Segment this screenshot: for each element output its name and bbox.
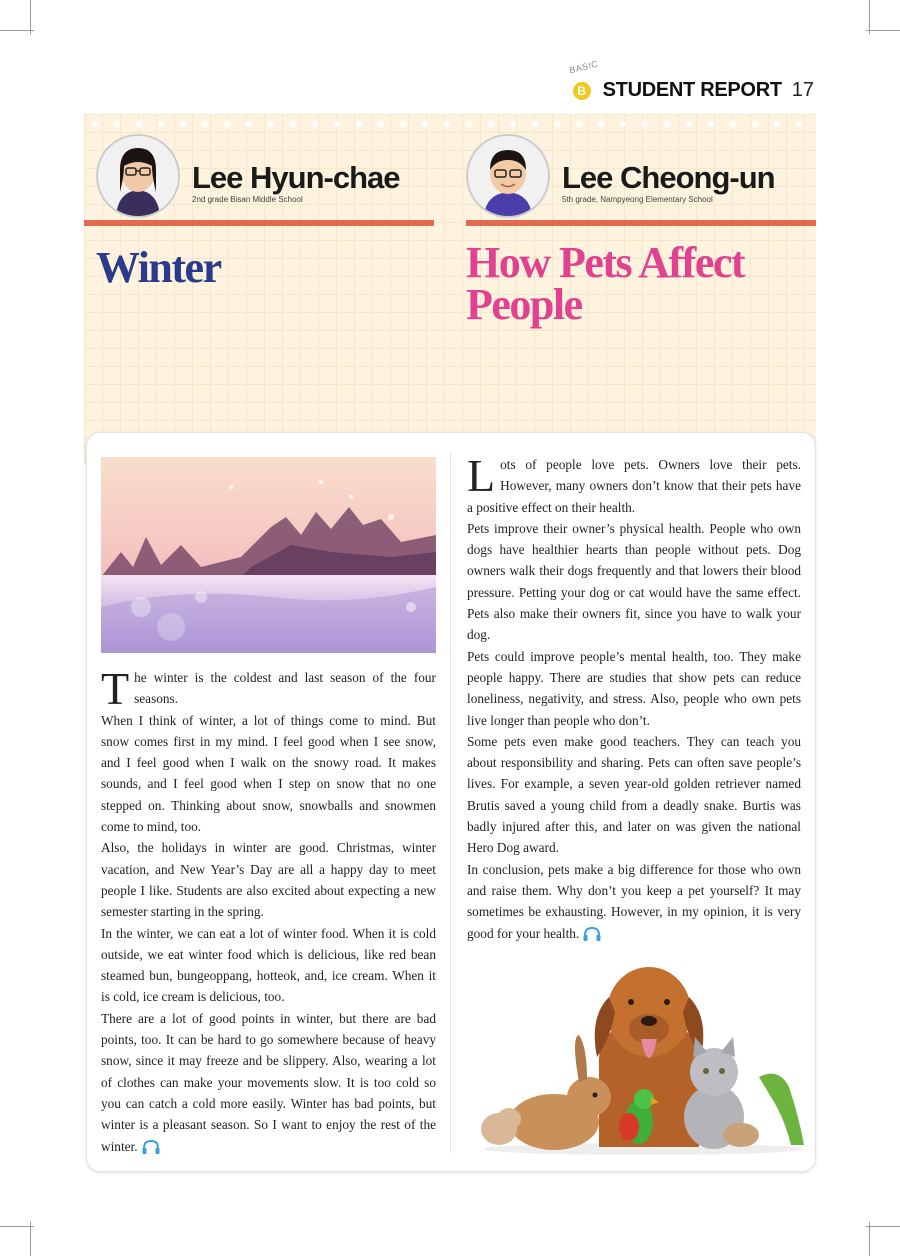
paragraph <box>467 450 801 518</box>
headphone-icon <box>142 1140 160 1154</box>
basic-badge-icon <box>567 58 599 102</box>
paragraph: Some pets even make good teachers. They can teach you about responsibility and sharing. Pets can often save people’s lives. For example, a seven year-old golden retriever named Brutis saved a young child from a deadly snake. Burtis was badly injured after this, and later on was given the national Hero Dog award. <box>467 733 801 856</box>
avatar <box>466 134 550 218</box>
paragraph <box>467 859 801 944</box>
boy-portrait-icon <box>468 136 548 216</box>
paragraph-text: In conclusion, pets make a big difference for those who own and raise them. Why don’t you keep a pet yourself? It may sometimes be exhausting. However, in my opinion, it is very good for your health. <box>467 861 801 941</box>
winter-landscape-photo <box>101 457 436 653</box>
paragraph: Pets improve their owner’s physical health. People who own dogs have healthier hearts than people without pets. Dog owners walk their dogs frequently and that lowers their blood pressure. Petting your dog or cat would have the same effect. Pets also make their owners fit, since you have to walk your dog. <box>467 520 801 643</box>
paragraph: Also, the holidays in winter are good. Christmas, winter vacation, and New Year’s Day are all a happy day to meet people I like. Students are also excited about expecting a new semester starting in the spring. <box>101 840 436 920</box>
page-number: 17 <box>791 79 814 101</box>
crop-mark <box>866 30 900 31</box>
author-name: Lee Hyun-chae <box>192 159 400 195</box>
author-block-right <box>466 134 775 218</box>
author-name: Lee Cheong-un <box>562 159 775 195</box>
article-body-pets <box>467 450 801 944</box>
crop-mark <box>869 0 870 34</box>
article-body-winter <box>101 663 436 1157</box>
crop-mark <box>0 1226 34 1227</box>
crop-mark <box>0 30 34 31</box>
content-card <box>86 432 816 1172</box>
first-paragraph-text: ots of people love pets. Owners love their pets. However, many owners don’t know that their pets have a positive effect on their health. <box>467 457 801 515</box>
paragraph <box>101 663 436 714</box>
page-header <box>567 58 814 102</box>
pets-group-photo <box>479 957 809 1157</box>
author-block-left <box>96 134 400 218</box>
badge-text: BASIC <box>567 58 599 76</box>
article-title-winter: Winter <box>96 243 221 292</box>
section-title: STUDENT REPORT <box>602 79 782 101</box>
crop-mark <box>866 1226 900 1227</box>
crop-mark <box>869 1222 870 1256</box>
drop-cap: L <box>467 450 496 501</box>
paragraph-text: There are a lot of good points in winter, but there are bad points, too. It can be hard to go somewhere because of heavy snow, since it may freeze and be slippery. Also, wearing a lot of clothes can make your movements slow. It is too cold so you can catch a cold more easily. Winter has bad points, but winter is a pleasant season. So I want to enjoy the rest of the winter. <box>101 1010 436 1154</box>
paragraph: In the winter, we can eat a lot of winter food. When it is cold outside, we eat winter food which is delicious, like red bean steamed bun, bungeoppang, hotteok, and, ice cream. When it is cold, ice cream is delicious, too. <box>101 925 436 1005</box>
paragraph <box>101 1008 436 1157</box>
article-title-pets: How Pets Affect People <box>466 238 745 329</box>
title-rule <box>84 220 434 226</box>
crop-mark <box>30 1222 31 1256</box>
crop-mark <box>30 0 31 34</box>
notebook-holes <box>84 120 816 128</box>
headphone-icon <box>583 927 601 941</box>
author-school: 5th grade, Nampyeong Elementary School <box>562 194 713 204</box>
badge-letter: B <box>573 82 591 100</box>
first-paragraph-text: he winter is the coldest and last season of the four seasons. <box>134 670 436 707</box>
avatar <box>96 134 180 218</box>
title-rule <box>466 220 816 226</box>
girl-portrait-icon <box>98 136 178 216</box>
title-panel <box>84 114 816 464</box>
column-divider <box>450 453 451 1153</box>
drop-cap: T <box>101 663 130 714</box>
paragraph: Pets could improve people’s mental health, too. They make people happy. There are studies that show pets can reduce loneliness, negativity, and stress. Also, people who own pets live longer than people who don’t. <box>467 648 801 728</box>
author-school: 2nd grade Bisan Middle School <box>192 194 303 204</box>
paragraph: When I think of winter, a lot of things come to mind. But snow comes first in my mind. I feel good when I see snow, and I feel good when I walk on the snowy road. It makes sounds, and I feel good when I step on snow that no one stepped on. Thinking about snow, snowballs and snowmen come to mind, too. <box>101 712 436 835</box>
rabbit-illustration <box>509 1035 611 1150</box>
